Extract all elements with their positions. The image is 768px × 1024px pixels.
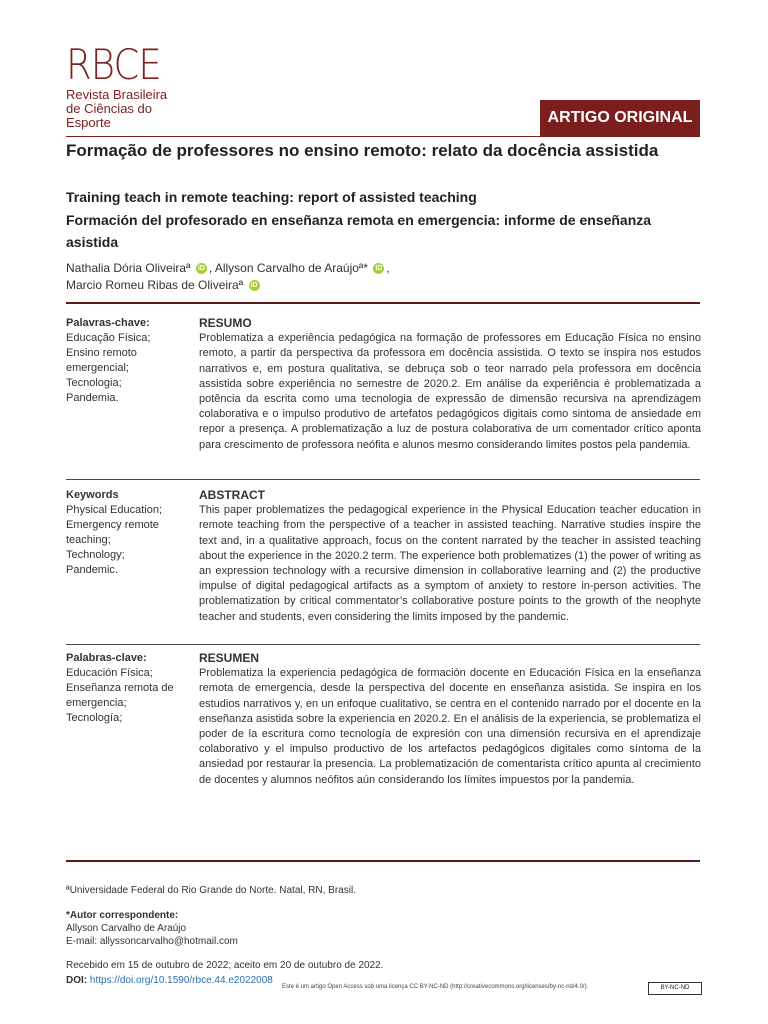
author-separator: , <box>386 261 390 275</box>
corresponding-email[interactable]: E-mail: allyssoncarvalho@hotmail.com <box>66 936 238 947</box>
keyword: Technology; <box>66 549 125 561</box>
affiliation: ªUniversidade Federal do Rio Grande do Norte. Natal, RN, Brasil. <box>66 885 356 896</box>
keyword: Educación Física; <box>66 667 153 679</box>
author-line-1 <box>66 260 700 277</box>
journal-logo <box>66 40 186 130</box>
footer-divider <box>66 860 700 862</box>
received-dates: Recebido em 15 de outubro de 2022; aceito em 20 de outubro de 2022. <box>66 960 384 971</box>
keywords-heading: Palavras-chave: <box>66 317 150 329</box>
journal-name-line1: Revista Brasileira <box>66 87 168 102</box>
cc-license-icon[interactable]: BY-NC-ND <box>648 982 702 995</box>
journal-name-line3: Esporte <box>66 115 111 130</box>
corresponding-author <box>66 909 238 948</box>
author-name: Nathalia Dória Oliveiraª <box>66 261 191 275</box>
orcid-icon[interactable]: iD <box>375 265 383 273</box>
header-rule <box>66 136 700 137</box>
author-name: , Allyson Carvalho de Araújoª* <box>208 261 369 275</box>
corresponding-heading: *Autor correspondente: <box>66 910 179 921</box>
keyword: Pandemic. <box>66 564 118 576</box>
abstract-heading: ABSTRACT <box>199 488 265 502</box>
keywords-es <box>66 651 191 726</box>
author-line-2 <box>66 277 700 294</box>
keyword: teaching; <box>66 534 111 546</box>
abstract-pt <box>199 316 701 453</box>
article-type-badge: ARTIGO ORIGINAL <box>540 100 700 136</box>
keyword: Enseñanza remota de <box>66 682 174 694</box>
author-list <box>66 260 700 294</box>
journal-acronym: RBCE <box>66 40 161 89</box>
abstract-es <box>199 651 701 788</box>
section-divider <box>66 644 700 645</box>
section-divider <box>66 302 700 304</box>
abstract-heading: RESUMO <box>199 316 252 330</box>
keyword: Ensino remoto <box>66 347 137 359</box>
keyword: emergencia; <box>66 697 127 709</box>
keyword: Physical Education; <box>66 504 162 516</box>
keywords-heading: Keywords <box>66 489 119 501</box>
license-text[interactable]: Este é um artigo Open Access sob uma licença CC BY-NC-ND (http://creativecommons.org/licenses/by-nc-nd/4.0/). <box>282 984 589 990</box>
doi-link[interactable]: https://doi.org/10.1590/rbce.44.e2022008 <box>89 975 273 986</box>
keywords-pt <box>66 316 191 406</box>
keyword: Tecnologia; <box>66 377 122 389</box>
keyword: emergencial; <box>66 362 129 374</box>
keywords-heading: Palabras-clave: <box>66 652 147 664</box>
doi-label: DOI: <box>66 975 88 986</box>
doi-line <box>66 974 273 987</box>
abstract-text: Problematiza a experiência pedagógica na formação de professores em Educação Física no ensino remoto, a partir da perspectiva da professora em docência assistida. O texto se inspira nos estudos narrativos e, em postura qualitativa, se debruça sob o teor narrado pela professora em docência assistida sobre experiência no semestre de 2020.2. Em análise da experiência é problematizada a potência da escrita como uma tecnologia de expressão de dimensão recursiva na aprendizagem colaborativa e o impulso produtivo de artefatos pedagógicos digitais como sintoma de ansiedade em repor a presença. A problematização a luz de postura colaborativa de um comentador crítico aponta para crescimento de professora neófita e alunos mesmo considerando limites postos pela pandemia. <box>199 332 701 451</box>
title-portuguese: Formação de professores no ensino remoto: relato da docência assistida <box>66 141 659 160</box>
abstract-text: This paper problematizes the pedagogical experience in the Physical Education teacher education in remote teaching from the perspective of a teacher in assisted teaching. Narrative studies inspire the text and, in a qualitative approach, focus on the content narrated by the teacher in assisted teaching about the experience in the 2020.2 term. The experience both problematizes (1) the power of writing as an expression technology with a recursive dimension in collaborative learning and (2) the productive impulse of digital pedagogical artifacts as a symptom of anxiety to restore in-person activities. The problematization by critical commentator’s collaborative posture points to the growth of the neophyte teacher and students, even considering the limits imposed by the pandemic. <box>199 504 701 623</box>
title-spanish: Formación del profesorado en enseñanza remota en emergencia: informe de enseñanza asistida <box>66 212 652 250</box>
journal-name-line2: de Ciências do <box>66 101 152 116</box>
abstract-heading: RESUMEN <box>199 651 260 665</box>
author-name: Marcio Romeu Ribas de Oliveiraª <box>66 278 244 292</box>
keyword: Pandemia. <box>66 392 119 404</box>
keyword: Tecnología; <box>66 712 123 724</box>
keyword: Emergency remote <box>66 519 159 531</box>
abstract-en <box>199 488 701 625</box>
corresponding-name: Allyson Carvalho de Araújo <box>66 923 187 934</box>
keyword: Educação Física; <box>66 332 151 344</box>
keywords-en <box>66 488 191 578</box>
abstract-text: Problematiza la experiencia pedagógica de formación docente en Educación Física en la enseñanza remota de emergencia, desde la perspectiva del docente en enseñanza asistida. Se inspira en los estudios narrativos y, en un enfoque cualitativo, se centra en el contenido narrado por el docente en la enseñanza asistida sobre la experiencia en 2020.2. En el análisis de la experiencia, se problematiza el poder de la escritura como tecnología de expresión con una dimensión recursiva en el aprendizaje colaborativo y el impulso productivo de los artefactos pedagógicos digitales como síntoma de la ansiedad por restaurar la presencia. La problematización de comentarista crítico apunta al crecimiento de docentes y alumnos neófitos aún considerando los límites impuestos por la pandemia. <box>199 667 701 786</box>
orcid-icon[interactable]: iD <box>250 282 258 290</box>
orcid-icon[interactable]: iD <box>197 265 205 273</box>
title-english: Training teach in remote teaching: report of assisted teaching <box>66 189 477 205</box>
section-divider <box>66 479 700 480</box>
